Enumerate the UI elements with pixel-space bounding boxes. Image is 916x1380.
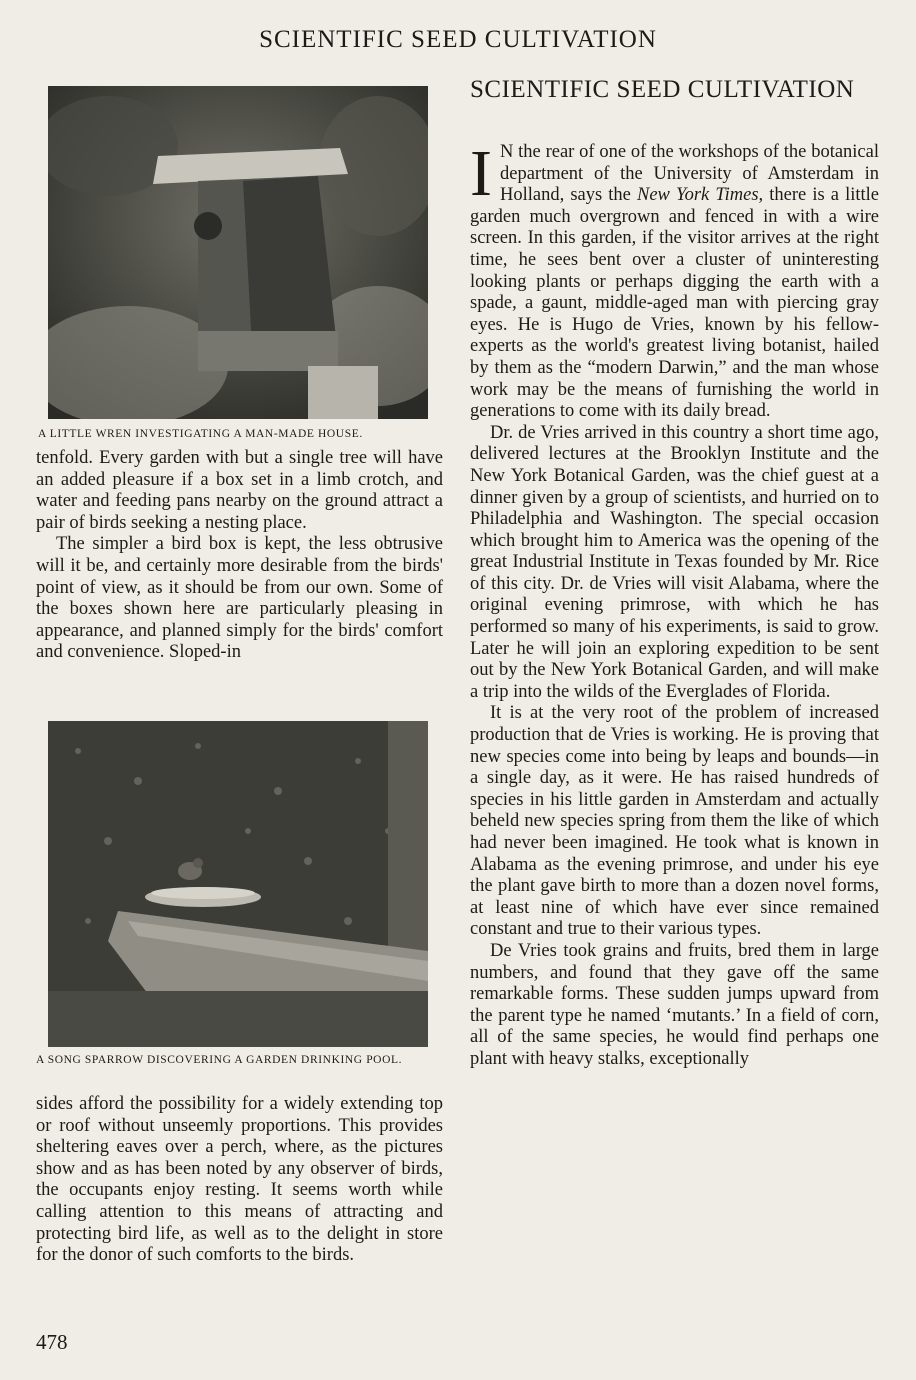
article-paragraph: Dr. de Vries arrived in this country a short time ago, delivered lectures at the Brooklyn Institute and the New York Botanical Garden, was the chief guest at a dinner given by a group of scientists, and hurried on to Philadelphia and Washington. The special occasion which brought him to America was the opening of the great Industrial Institute in Texas founded by Mr. Rice of this city. Dr. de Vries will visit Alabama, where the original evening primrose, with which he has performed so many of his experiments, is said to grow. Later he will join an exploring expedition to be sent out by the New York Botanical Garden, and will make a trip into the wilds of the Everglades of Florida.: [470, 422, 879, 702]
article-paragraph: [470, 137, 879, 423]
left-column-text-top: [36, 448, 443, 664]
song-sparrow-photo: [48, 721, 428, 1047]
page-running-title: SCIENTIFIC SEED CULTIVATION: [259, 26, 657, 53]
article-paragraph: It is at the very root of the problem of increased production that de Vries is working. He is proving that new species come into being by leaps and bounds—in a single day, as it were. He has raised hundreds of species in his little garden in Amsterdam and actually beheld new species spring from them the like of which had never been imagined. He took what is known in Alabama as the evening primrose, and under his eye the plant gave birth to more than a dozen novel forms, at least nine of which have ever since remained constant and true to their various types.: [470, 703, 879, 940]
left-paragraph: tenfold. Every garden with but a single tree will have an added pleasure if a box set in a limb crotch, and water and feeding pans nearby on the ground attract a pair of birds seeking a nesting place.: [36, 448, 443, 533]
wren-photo-illustration: [48, 86, 428, 419]
article-heading: SCIENTIFIC SEED CULTIVATION: [470, 76, 855, 103]
sparrow-photo-caption: A SONG SPARROW DISCOVERING A GARDEN DRINKING POOL.: [36, 1054, 403, 1066]
article-body: [470, 137, 879, 1071]
wren-photo-caption: A LITTLE WREN INVESTIGATING A MAN-MADE HOUSE.: [38, 428, 363, 440]
article-text: N the rear of one of the workshops of the botanical department of the University of Amsterdam in Holland, says the: [499, 142, 879, 206]
article-paragraph: De Vries took grains and fruits, bred them in large numbers, and found that they gave off the same remarkable forms. These sudden jumps upward from the parent type he named ‘mutants.’ In a field of corn, all of the same species, he would find perhaps one plant with heavy stalks, exceptionally: [470, 940, 879, 1069]
sparrow-photo-illustration: [48, 721, 428, 1047]
left-paragraph: The simpler a bird box is kept, the less obtrusive will it be, and certainly more desirable from the birds' point of view, as it should be from our own. Some of the boxes shown here are particularly pleasing in appearance, and planned simply for the birds' comfort and convenience. Sloped-in: [36, 534, 443, 663]
left-paragraph: sides afford the possibility for a widely extending top or roof without unseemly proportions. This provides sheltering eaves over a perch, where, as the pictures show and as has been noted by any observer of birds, the occupants enjoy resting. It seems worth while calling attention to this means of attracting and protecting bird life, as well as to the delight in store for the donor of such comforts to the birds.: [36, 1094, 443, 1266]
left-column-text-bottom: [36, 1094, 443, 1267]
article-text: there is a little garden much overgrown and fenced in with a wire screen. In this garden, if the visitor arrives at the right time, he sees bent over a cluster of uninteresting looking plants or perhaps digging the earth with a spade, a gaunt, middle-aged man with piercing gray eyes. He is Hugo de Vries, known by his fellow-experts as the world's greatest living botanist, hailed by them as the “modern Darwin,” and the man whose work may be the means of furnishing the world in generations to come with its daily bread.: [470, 185, 879, 422]
wren-birdhouse-photo: [48, 86, 428, 419]
drop-cap: I: [470, 137, 492, 210]
page-number: 478: [36, 1330, 68, 1354]
source-citation: New York Times,: [636, 185, 764, 206]
